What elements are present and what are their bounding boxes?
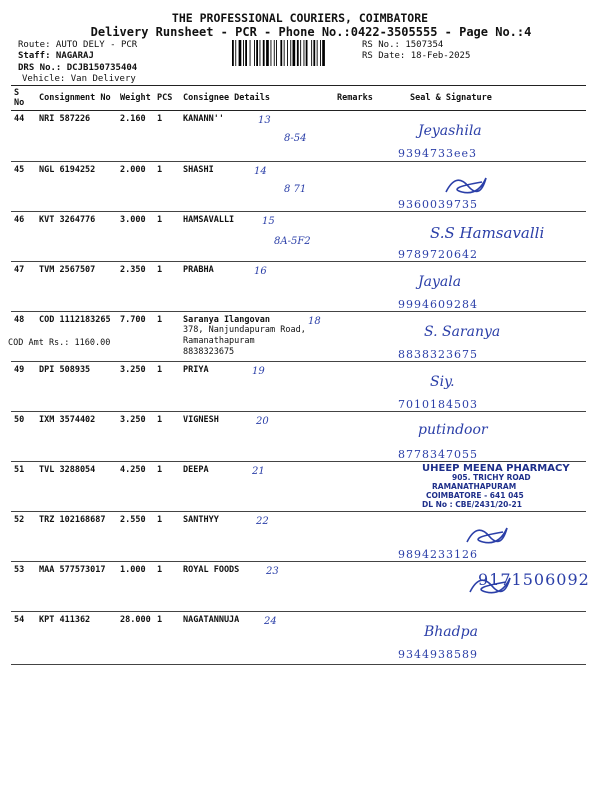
signature-phone: 9360039735 [398,198,478,211]
table-row [11,262,586,312]
runsheet-table [11,85,590,665]
col-consignee: Consignee Details [180,86,334,111]
row-consignee [180,562,334,612]
row-consignee [180,612,334,665]
row-sno: 54 [11,612,36,665]
signature-text: Jeyashila [418,123,482,139]
stamp-line-4: COIMBATORE - 641 045 [426,491,524,500]
row-sno: 53 [11,562,36,612]
signature-phone: 8838323675 [398,348,478,361]
row-pcs: 1 [154,312,180,362]
handwritten-sequence: 19 [252,366,265,377]
row-weight: 1.000 [117,562,154,612]
row-signature [388,262,586,312]
signature-scribble [388,512,586,560]
table-row [11,412,586,462]
row-remarks [334,362,388,412]
row-weight: 3.000 [117,212,154,262]
stamp-line-5: DL No : CBE/2431/20-21 [422,500,522,509]
row-remarks [334,412,388,462]
row-remarks [334,111,388,162]
table-row [11,612,586,665]
row-remarks [334,212,388,262]
route-text: Route: AUTO DELY - PCR [18,40,138,50]
consignee-phone: 8838323675 [183,347,235,357]
consignee-name: SANTHYY [183,515,219,525]
signature-text: Siy. [430,374,455,390]
row-pcs: 1 [154,362,180,412]
signature-phone: 7010184503 [398,398,478,411]
signature-scribble [388,562,586,610]
company-title: THE PROFESSIONAL COURIERS, COIMBATORE [171,11,429,25]
signature-phone: 9394733ee3 [398,147,478,160]
signature-text: Jayala [418,274,462,290]
signature-text: S.S Hamsavalli [430,224,545,242]
row-pcs: 1 [154,612,180,665]
signature-scribble [388,162,586,210]
rs-no-text: RS No.: 1507354 [362,40,444,50]
consignee-address-2: Ramanathapuram [183,336,255,346]
stamp-line-2: 905. TRICHY ROAD [452,473,531,482]
handwritten-sequence: 16 [254,266,267,277]
stamp-line-1: UHEEP MEENA PHARMACY [422,463,570,474]
row-sno: 49 [11,362,36,412]
row-consignment-no: TRZ 102168687 [36,512,117,562]
row-pcs: 1 [154,512,180,562]
col-consignment: Consignment No [36,86,117,111]
row-remarks [334,462,388,512]
row-sno: 52 [11,512,36,562]
row-weight: 2.160 [117,111,154,162]
table-row [11,111,586,162]
row-sno: 48 [11,312,36,362]
handwritten-sequence: 20 [256,416,269,427]
row-remarks [334,562,388,612]
signature-phone: 9994609284 [398,298,478,311]
row-remarks [334,312,388,362]
row-remarks [334,612,388,665]
row-signature [388,562,590,612]
handwritten-sequence: 22 [256,516,269,527]
signature-text: Bhadpa [424,624,478,640]
row-consignment-no: IXM 3574402 [36,412,117,462]
handwritten-note: 8A-5F2 [274,236,311,247]
col-weight: Weight [117,86,154,111]
vehicle-text: Vehicle: Van Delivery [22,74,136,84]
consignee-name: SHASHI [183,165,214,175]
pharmacy-stamp [422,464,570,509]
row-signature [388,512,586,562]
handwritten-sequence: 21 [252,466,265,477]
row-pcs: 1 [154,412,180,462]
row-pcs: 1 [154,462,180,512]
row-consignment-no: NGL 6194252 [36,162,117,212]
row-sno: 51 [11,462,36,512]
row-consignment-no: DPI 508935 [36,362,117,412]
table-row [11,362,586,412]
row-remarks [334,162,388,212]
table-row [11,512,586,562]
staff-text: Staff: NAGARAJ [18,51,94,61]
row-consignee [180,162,334,212]
row-consignee [180,462,334,512]
table-row [11,562,586,612]
row-consignee [180,412,334,462]
row-consignee [180,212,334,262]
consignee-name: VIGNESH [183,415,219,425]
handwritten-sequence: 18 [308,316,321,327]
handwritten-sequence: 24 [264,616,277,627]
row-weight: 2.550 [117,512,154,562]
row-consignee [180,111,334,162]
row-sno: 47 [11,262,36,312]
consignee-name: PRIYA [183,365,209,375]
row-remarks [334,512,388,562]
row-consignment-no: KPT 411362 [36,612,117,665]
consignee-name: HAMSAVALLI [183,215,235,225]
row-signature [388,612,586,665]
signature-text: putindoor [418,422,488,438]
row-consignee [180,512,334,562]
handwritten-note: 8-54 [284,133,307,144]
col-signature: Seal & Signature [388,86,586,111]
row-pcs: 1 [154,111,180,162]
row-pcs: 1 [154,262,180,312]
row-consignee [180,262,334,312]
row-weight: 2.350 [117,262,154,312]
row-signature [388,111,586,162]
signature-text: S. Saranya [424,324,501,340]
row-remarks [334,262,388,312]
row-pcs: 1 [154,562,180,612]
consignee-address-1: 378, Nanjundapuram Road, [183,325,306,335]
rs-date-text: RS Date: 18-Feb-2025 [362,51,471,61]
drs-text: DRS No.: DCJB150735404 [18,63,138,73]
handwritten-sequence: 14 [254,166,267,177]
consignee-name: DEEPA [183,465,209,475]
signature-phone: 9789720642 [398,248,478,261]
row-consignee [180,312,334,362]
handwritten-sequence: 23 [266,566,279,577]
row-consignment-no: MAA 577573017 [36,562,117,612]
signature-phone: 9171506092 [478,570,590,589]
row-weight: 28.000 [117,612,154,665]
consignee-name: ROYAL FOODS [183,565,240,575]
row-pcs: 1 [154,162,180,212]
row-signature [388,162,586,212]
row-consignment-no: TVL 3288054 [36,462,117,512]
row-consignee [180,362,334,412]
barcode-image [232,40,356,66]
signature-phone: 9344938589 [398,648,478,661]
row-pcs: 1 [154,212,180,262]
col-pcs: PCS [154,86,180,111]
row-consignment-no: NRI 587226 [36,111,117,162]
consignee-name: Saranya Ilangovan [183,315,270,325]
table-row [11,312,586,362]
row-weight: 3.250 [117,362,154,412]
handwritten-sequence: 13 [258,115,271,126]
row-weight: 2.000 [117,162,154,212]
col-remarks: Remarks [334,86,388,111]
consignee-name: NAGATANNUJA [183,615,240,625]
handwritten-sequence: 15 [262,216,275,227]
stamp-line-3: RAMANATHAPURAM [432,482,517,491]
row-weight: 4.250 [117,462,154,512]
table-header-row [11,86,586,111]
row-consignment-no: TVM 2567507 [36,262,117,312]
table-row [11,162,586,212]
row-signature [388,362,586,412]
row-signature [388,312,586,362]
signature-phone: 8778347055 [398,448,478,461]
row-consignment-no: KVT 3264776 [36,212,117,262]
row-sno: 50 [11,412,36,462]
consignee-name: PRABHA [183,265,214,275]
row-weight: 7.700 [117,312,154,362]
runsheet-title: Delivery Runsheet - PCR - Phone No.:0422-3505555 - Page No.:4 [90,25,532,39]
row-sno: 45 [11,162,36,212]
table-row [11,462,586,512]
handwritten-note: 8 71 [284,184,307,195]
table-row [11,212,586,262]
col-sno: S No [11,86,36,111]
row-consignment-no: COD 1112183265 [36,312,117,362]
row-sno: 46 [11,212,36,262]
row-sno: 44 [11,111,36,162]
cod-amount: COD Amt Rs.: 1160.00 [8,338,111,348]
row-signature [388,462,586,512]
row-signature [388,412,586,462]
row-signature [388,212,586,262]
consignee-name: KANANN'' [183,114,224,124]
signature-phone: 9894233126 [398,548,478,561]
row-weight: 3.250 [117,412,154,462]
